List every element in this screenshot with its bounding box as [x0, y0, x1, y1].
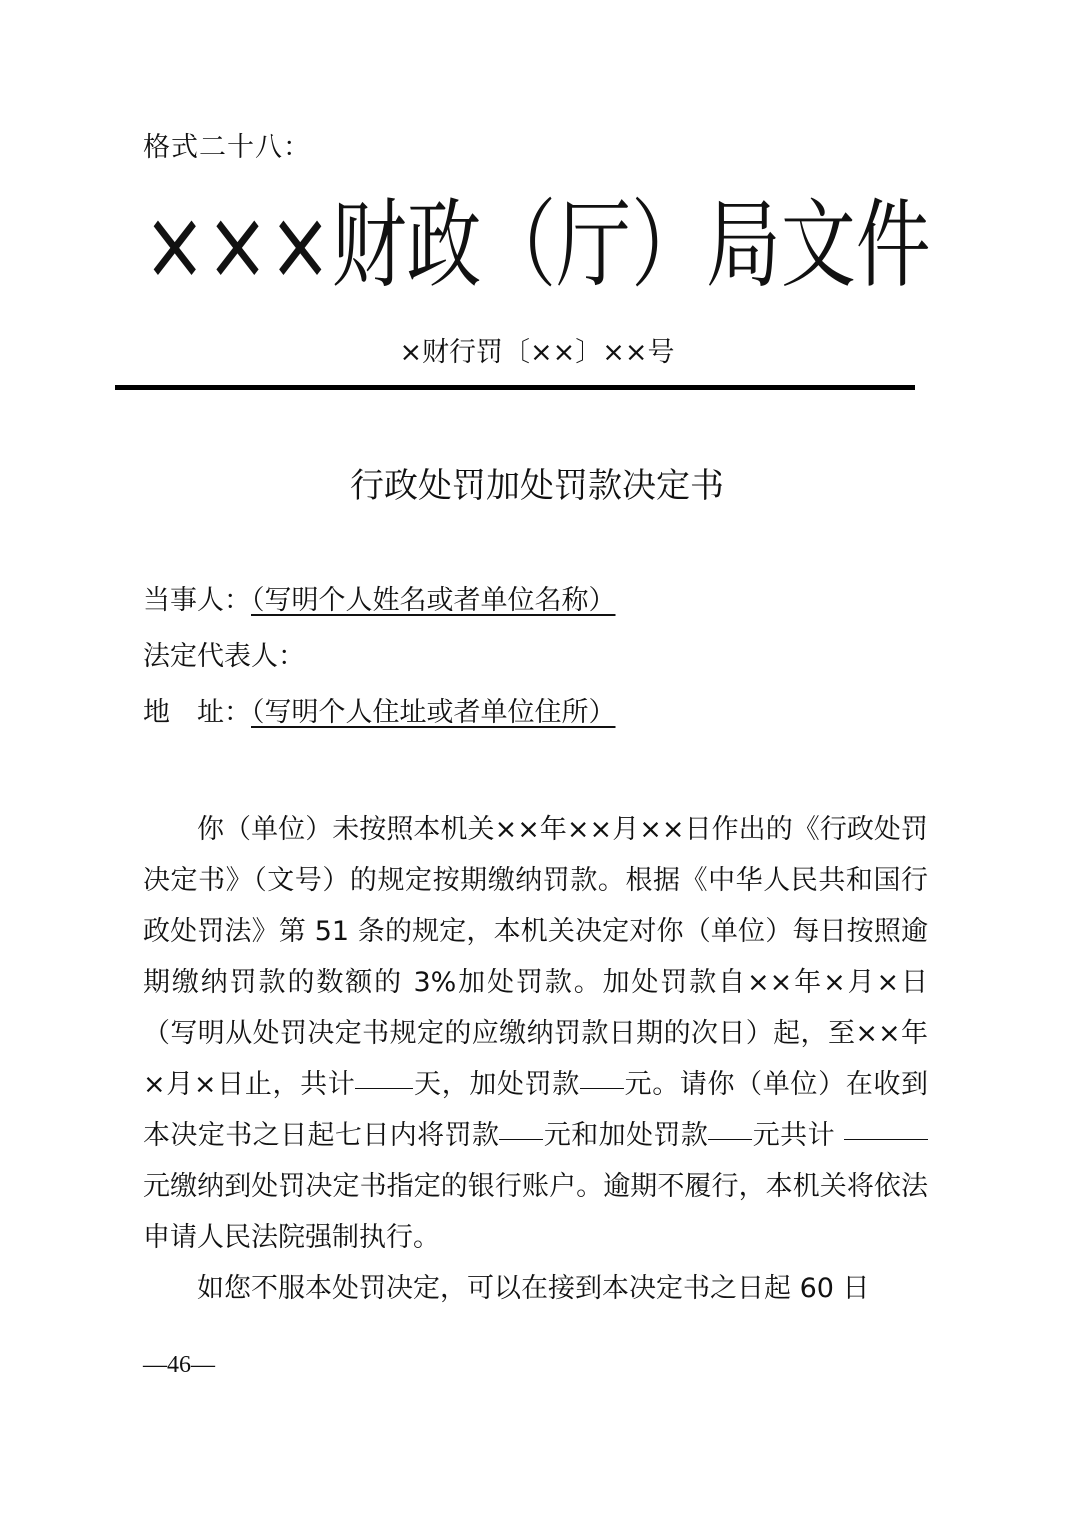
format-label: 格式二十八：	[143, 132, 311, 163]
decision-body	[143, 804, 928, 1314]
address-label: 地 址：	[143, 697, 251, 728]
party-placeholder: （写明个人姓名或者单位名称）	[251, 585, 616, 616]
fine-amount-blank	[499, 1138, 543, 1140]
total-amount-blank	[844, 1138, 928, 1140]
header-divider	[115, 385, 915, 390]
additional-fine-blank	[708, 1138, 752, 1140]
address-placeholder: （写明个人住址或者单位住所）	[251, 697, 616, 728]
party-field	[143, 581, 616, 621]
document-title: 行政处罚加处罚款决定书	[350, 466, 724, 506]
page-number: —46—	[143, 1352, 215, 1378]
party-label: 当事人：	[143, 585, 251, 616]
days-blank	[355, 1087, 413, 1089]
body-paragraph-1: 你（单位）未按照本机关××年××月××日作出的《行政处罚决定书》（文号）的规定按期缴纳罚款。根据《中华人民共和国行政处罚法》第 51 条的规定，本机关决定对你（单位）每日按照逾期缴纳罚款的数额的 3%加处罚款。加处罚款自××年×月×日（写明从处罚决定书规定的应缴纳罚款日期的次日）起，至××年×月×日止，共计 天，加处罚款 元。请你（单位）在收到本决定书之日起七日内将罚款 元和加处罚款 元共计 元缴纳到处罚决定书指定的银行账户。逾期不履行，本机关将依法申请人民法院强制执行。	[143, 814, 929, 1253]
legal-rep-field	[143, 637, 305, 677]
document-header-title: ×××财政（厅）局文件	[143, 189, 931, 301]
surcharge-amount-blank	[580, 1087, 624, 1089]
legal-rep-label: 法定代表人：	[143, 641, 305, 672]
address-field	[143, 693, 616, 733]
document-number: ×财行罚〔××〕××号	[399, 337, 675, 368]
body-paragraph-2: 如您不服本处罚决定，可以在接到本决定书之日起 60 日	[197, 1273, 870, 1304]
